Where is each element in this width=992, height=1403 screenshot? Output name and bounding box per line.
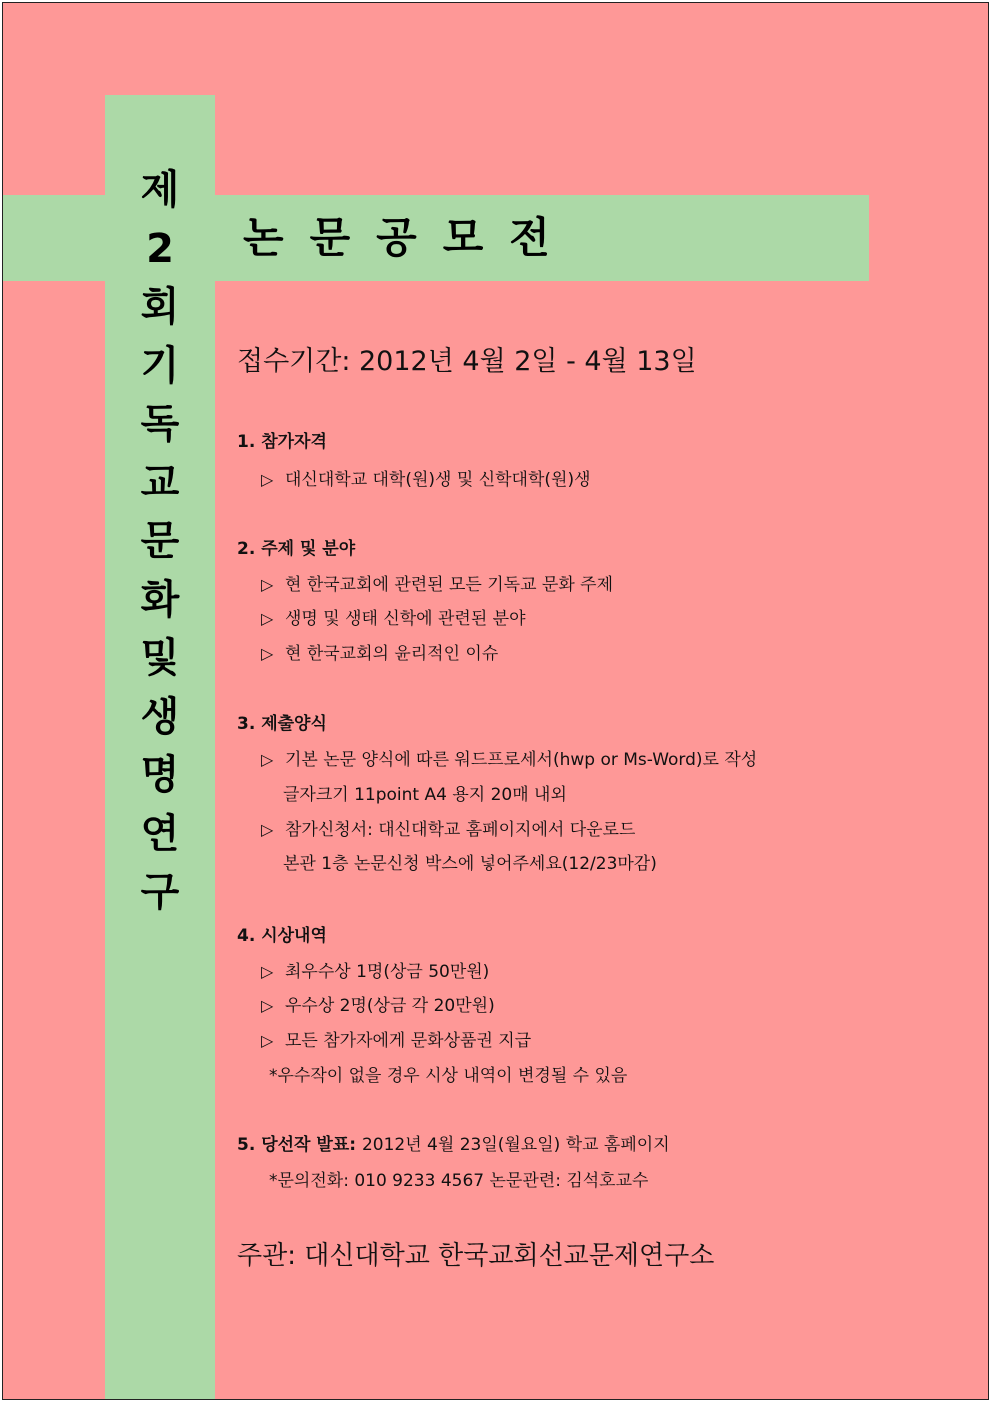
vertical-title-char: 제	[140, 167, 180, 213]
section-line: 글자크기 11point A4 용지 20매 내외	[283, 785, 567, 805]
section-line: ▷ 모든 참가자에게 문화상품권 지급	[261, 1031, 532, 1051]
host-organization: 주관: 대신대학교 한국교회선교문제연구소	[237, 1241, 715, 1271]
vertical-title-char: 명	[140, 752, 180, 798]
vertical-title-char: 화	[140, 576, 180, 623]
section-line: *우수작이 없을 경우 시상 내역이 변경될 수 있음	[269, 1066, 628, 1086]
section-line: ▷ 기본 논문 양식에 따른 워드프로세서(hwp or Ms-Word)로 작성	[261, 750, 758, 770]
section-title: 3. 제출양식	[237, 714, 327, 734]
triangle-bullet-icon: ▷	[261, 962, 274, 981]
vertical-title-char: 2	[146, 225, 174, 272]
triangle-bullet-icon: ▷	[261, 609, 274, 628]
triangle-bullet-icon: ▷	[261, 1031, 274, 1050]
submission-period: 접수기간: 2012년 4월 2일 - 4월 13일	[237, 346, 697, 377]
announcement-detail: 2012년 4월 23일(월요일) 학교 홈페이지	[361, 1135, 670, 1155]
vertical-title-char: 연	[140, 810, 180, 857]
section-title: 2. 주제 및 분야	[237, 539, 356, 559]
main-title: 논문공모전	[243, 213, 576, 262]
vertical-title-char: 구	[140, 869, 180, 915]
triangle-bullet-icon: ▷	[261, 820, 274, 839]
section-line: ▷ 생명 및 생태 신학에 관련된 분야	[261, 609, 526, 629]
section-line: ▷ 현 한국교회에 관련된 모든 기독교 문화 주제	[261, 575, 614, 595]
vertical-title-char: 및	[140, 635, 180, 681]
section-line: *문의전화: 010 9233 4567 논문관련: 김석호교수	[269, 1171, 649, 1191]
vertical-title-char: 문	[140, 518, 180, 564]
section-line: ▷ 우수상 2명(상금 각 20만원)	[261, 996, 495, 1016]
triangle-bullet-icon: ▷	[261, 644, 274, 663]
section-line: ▷ 참가신청서: 대신대학교 홈페이지에서 다운로드	[261, 820, 636, 840]
section-title: 1. 참가자격	[237, 432, 327, 452]
vertical-title-char: 회	[140, 284, 180, 330]
triangle-bullet-icon: ▷	[261, 575, 274, 594]
section-title: 4. 시상내역	[237, 926, 327, 946]
section-line: ▷ 대신대학교 대학(원)생 및 신학대학(원)생	[261, 470, 591, 490]
triangle-bullet-icon: ▷	[261, 750, 274, 769]
section-line: ▷ 현 한국교회의 윤리적인 이슈	[261, 644, 499, 664]
vertical-title-char: 독	[140, 401, 180, 447]
vertical-title	[105, 161, 215, 922]
section-title: 5. 당선작 발표: 2012년 4월 23일(월요일) 학교 홈페이지	[237, 1135, 670, 1155]
section-line: 본관 1층 논문신청 박스에 넣어주세요(12/23마감)	[283, 854, 657, 874]
vertical-title-char: 교	[140, 459, 180, 506]
section-line: ▷ 최우수상 1명(상금 50만원)	[261, 962, 490, 982]
triangle-bullet-icon: ▷	[261, 470, 274, 489]
triangle-bullet-icon: ▷	[261, 996, 274, 1015]
vertical-title-char: 기	[140, 342, 180, 389]
poster	[2, 2, 989, 1400]
vertical-title-char: 생	[140, 693, 180, 740]
